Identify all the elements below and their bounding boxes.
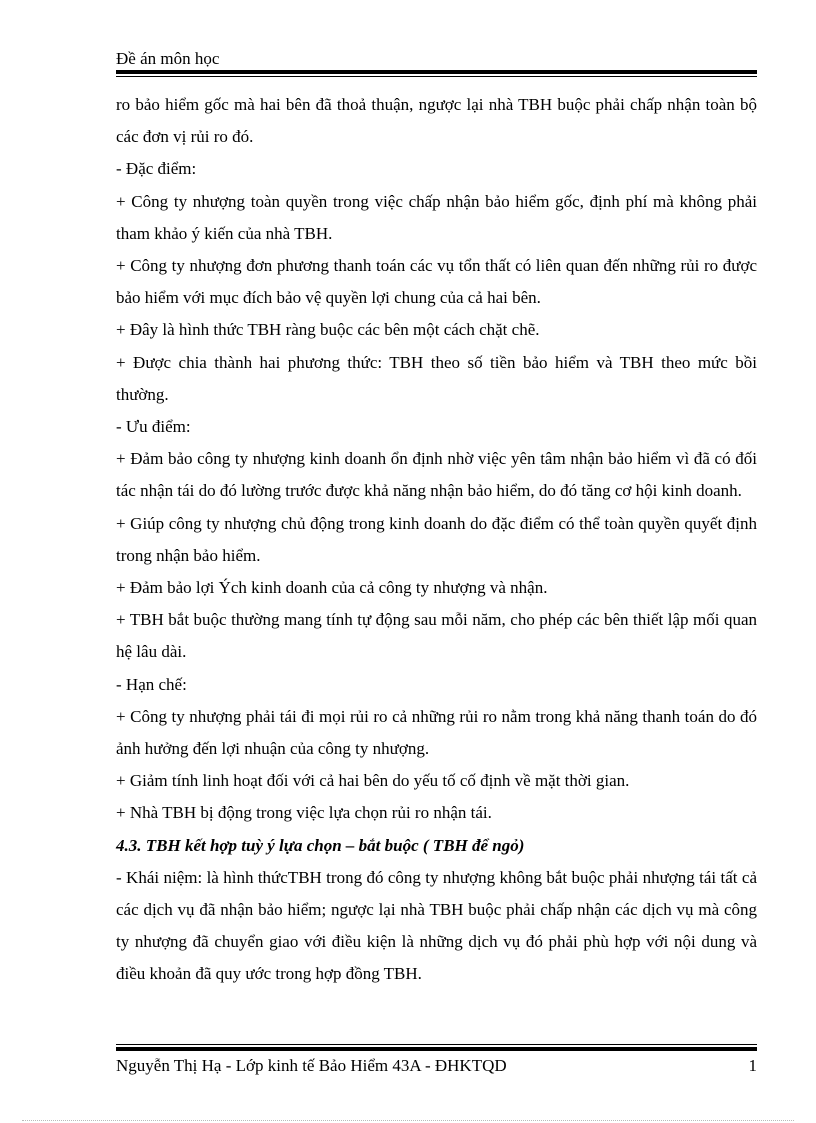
- paragraph: + Giảm tính linh hoạt đối với cả hai bên do yếu tố cố định về mặt thời gian.: [116, 771, 630, 791]
- document-body: [116, 89, 757, 991]
- paragraph: + Được chia thành hai phương thức: TBH theo số tiền bảo hiểm và TBH theo mức bồi thường.: [116, 352, 757, 404]
- paragraph: + Công ty nhượng phải tái đi mọi rủi ro cả những rủi ro nằm trong khả năng thanh toán do đó ảnh hưởng đến lợi nhuận của công ty nhượng.: [116, 706, 757, 759]
- header-rule-thick: [116, 70, 757, 74]
- footer-author: Nguyễn Thị Hạ - Lớp kinh tế Bảo Hiểm 43A - ĐHKTQD: [116, 1056, 507, 1075]
- paragraph: - Hạn chế:: [116, 674, 187, 694]
- paragraph: + Công ty nhượng đơn phương thanh toán các vụ tổn thất có liên quan đến những rủi ro được bảo hiểm với mục đích bảo vệ quyền lợi chung của cả hai bên.: [116, 256, 757, 308]
- paragraph: + Giúp công ty nhượng chủ động trong kinh doanh do đặc điểm có thể toàn quyền quyết định trong nhận bảo hiểm.: [116, 513, 757, 565]
- paragraph: - Đặc điểm:: [116, 159, 197, 179]
- page-bottom-divider: [22, 1120, 794, 1121]
- paragraph: + TBH bắt buộc thường mang tính tự động sau mỗi năm, cho phép các bên thiết lập mối quan hệ lâu dài.: [116, 610, 757, 662]
- paragraph: + Nhà TBH bị động trong việc lựa chọn rủi ro nhận tái.: [116, 803, 492, 823]
- footer-rule-thin: [116, 1044, 757, 1045]
- page-number: 1: [748, 1056, 757, 1075]
- paragraph: + Công ty nhượng toàn quyền trong việc chấp nhận bảo hiểm gốc, định phí mà không phải tham khảo ý kiến của nhà TBH.: [116, 191, 757, 243]
- header-title: Đề án môn học: [116, 49, 220, 68]
- paragraph: + Đảm bảo công ty nhượng kinh doanh ổn định nhờ việc yên tâm nhận bảo hiểm vì đã có đối tác nhận tái do đó lường trước được khả năng nhận bảo hiểm, do đó tăng cơ hội kinh doanh.: [116, 449, 757, 501]
- paragraph: + Đảm bảo lợi Ých kinh doanh của cả công ty nhượng và nhận.: [116, 578, 548, 598]
- header-rule-thin: [116, 76, 757, 77]
- section-heading: 4.3. TBH kết hợp tuỳ ý lựa chọn – bắt buộc ( TBH để ngỏ): [116, 835, 525, 855]
- paragraph: ro bảo hiểm gốc mà hai bên đã thoả thuận, ngược lại nhà TBH buộc phải chấp nhận toàn bộ các đơn vị rủi ro đó.: [116, 95, 757, 147]
- footer-rule-thick: [116, 1047, 757, 1051]
- paragraph: - Khái niệm: là hình thứcTBH trong đó công ty nhượng không bắt buộc phải nhượng tái tất cả các dịch vụ đã nhận bảo hiểm; ngược lại nhà TBH buộc phải chấp nhận các dịch vụ mà công ty nhượng đã chuyển giao với điều kiện là những dịch vụ đó phải phù hợp với nội dung và điều khoản đã quy ước trong hợp đồng TBH.: [116, 867, 757, 984]
- paragraph: + Đây là hình thức TBH ràng buộc các bên một cách chặt chẽ.: [116, 320, 540, 340]
- paragraph: - Ưu điểm:: [116, 417, 191, 437]
